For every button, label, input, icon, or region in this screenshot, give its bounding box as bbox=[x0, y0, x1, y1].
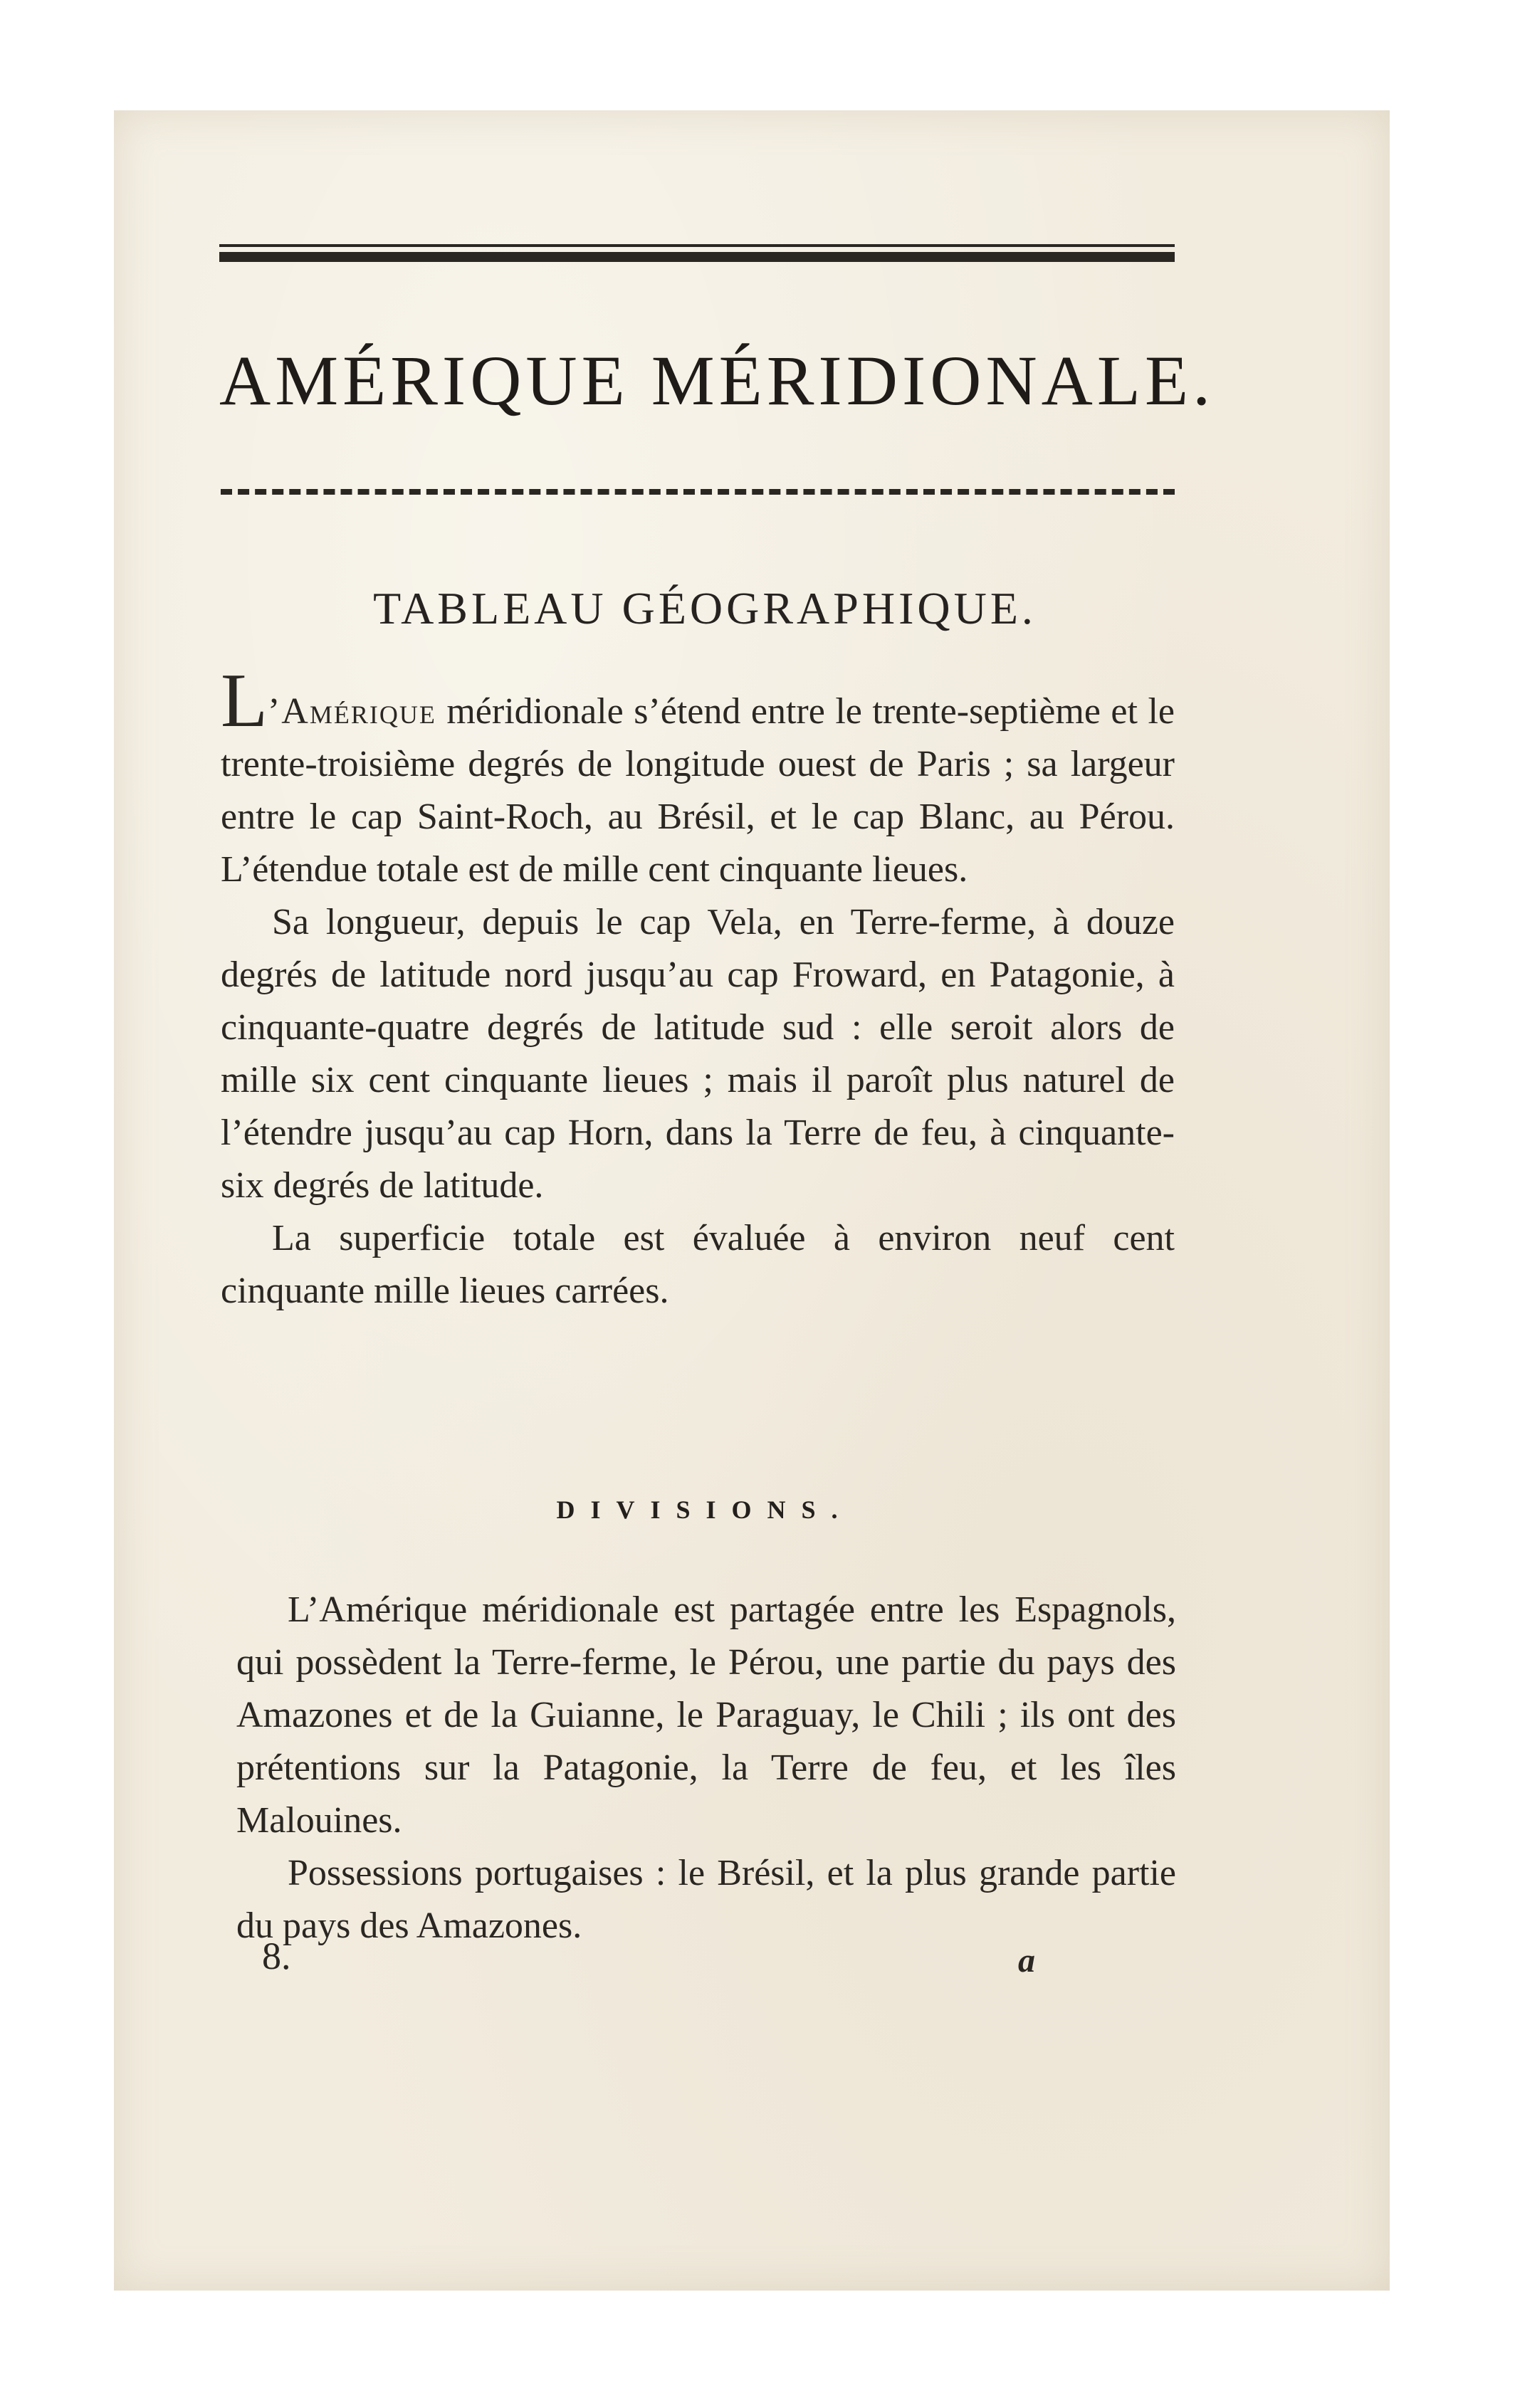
divisions-text-block bbox=[236, 1584, 1176, 1952]
dashed-rule-divider bbox=[221, 489, 1175, 495]
intro-paragraph-3: La superficie totale est évaluée à environ neuf cent cinquante mille lieues carrées. bbox=[221, 1218, 1175, 1311]
rule-thick-line bbox=[219, 252, 1175, 262]
intro-paragraph-2: Sa longueur, depuis le cap Vela, en Terre-ferme, à douze degrés de latitude nord jusqu’au cap Froward, en Patagonie, à cinquante-quatre degrés de latitude sud : elle seroit alors de mille six cent cinquante lieues ; mais il paroît plus naturel de l’étendre jusqu’au cap Horn, dans la Terre de feu, à cinquante-six degrés de latitude. bbox=[221, 902, 1175, 1206]
divisions-paragraph-1: L’Amérique méridionale est partagée entre les Espagnols, qui possèdent la Terre-ferme, le Pérou, une partie du pays des Amazones et de la Guianne, le Paraguay, le Chili ; ils ont des prétentions sur la Patagonie, la Terre de feu, et les îles Malouines. bbox=[236, 1589, 1176, 1841]
book-page bbox=[114, 110, 1390, 2291]
signature-mark: a bbox=[1018, 1942, 1035, 1979]
divisions-heading: DIVISIONS. bbox=[556, 1495, 854, 1524]
divisions-paragraph-2: Possessions portugaises : le Brésil, et la plus grande partie du pays des Amazones. bbox=[236, 1853, 1176, 1946]
lead-word: ’Amérique bbox=[267, 691, 436, 732]
page-title: AMÉRIQUE MÉRIDIONALE. bbox=[219, 341, 1215, 420]
intro-paragraph-1 bbox=[221, 658, 1175, 896]
geography-text-block bbox=[221, 658, 1175, 1318]
page-number: 8. bbox=[262, 1935, 291, 1977]
double-rule-divider bbox=[219, 244, 1175, 262]
intro-paragraph-1-text: méridionale s’étend entre le trente-septième et le trente-troisième degrés de longitude ouest de Paris ; sa largeur entre le cap Saint-Roch, au Brésil, et le cap Blanc, au Pérou. L’étendue totale est de mille cent cinquante lieues. bbox=[221, 691, 1175, 890]
section-subtitle: TABLEAU GÉOGRAPHIQUE. bbox=[373, 583, 1037, 633]
drop-cap: L bbox=[221, 658, 268, 743]
